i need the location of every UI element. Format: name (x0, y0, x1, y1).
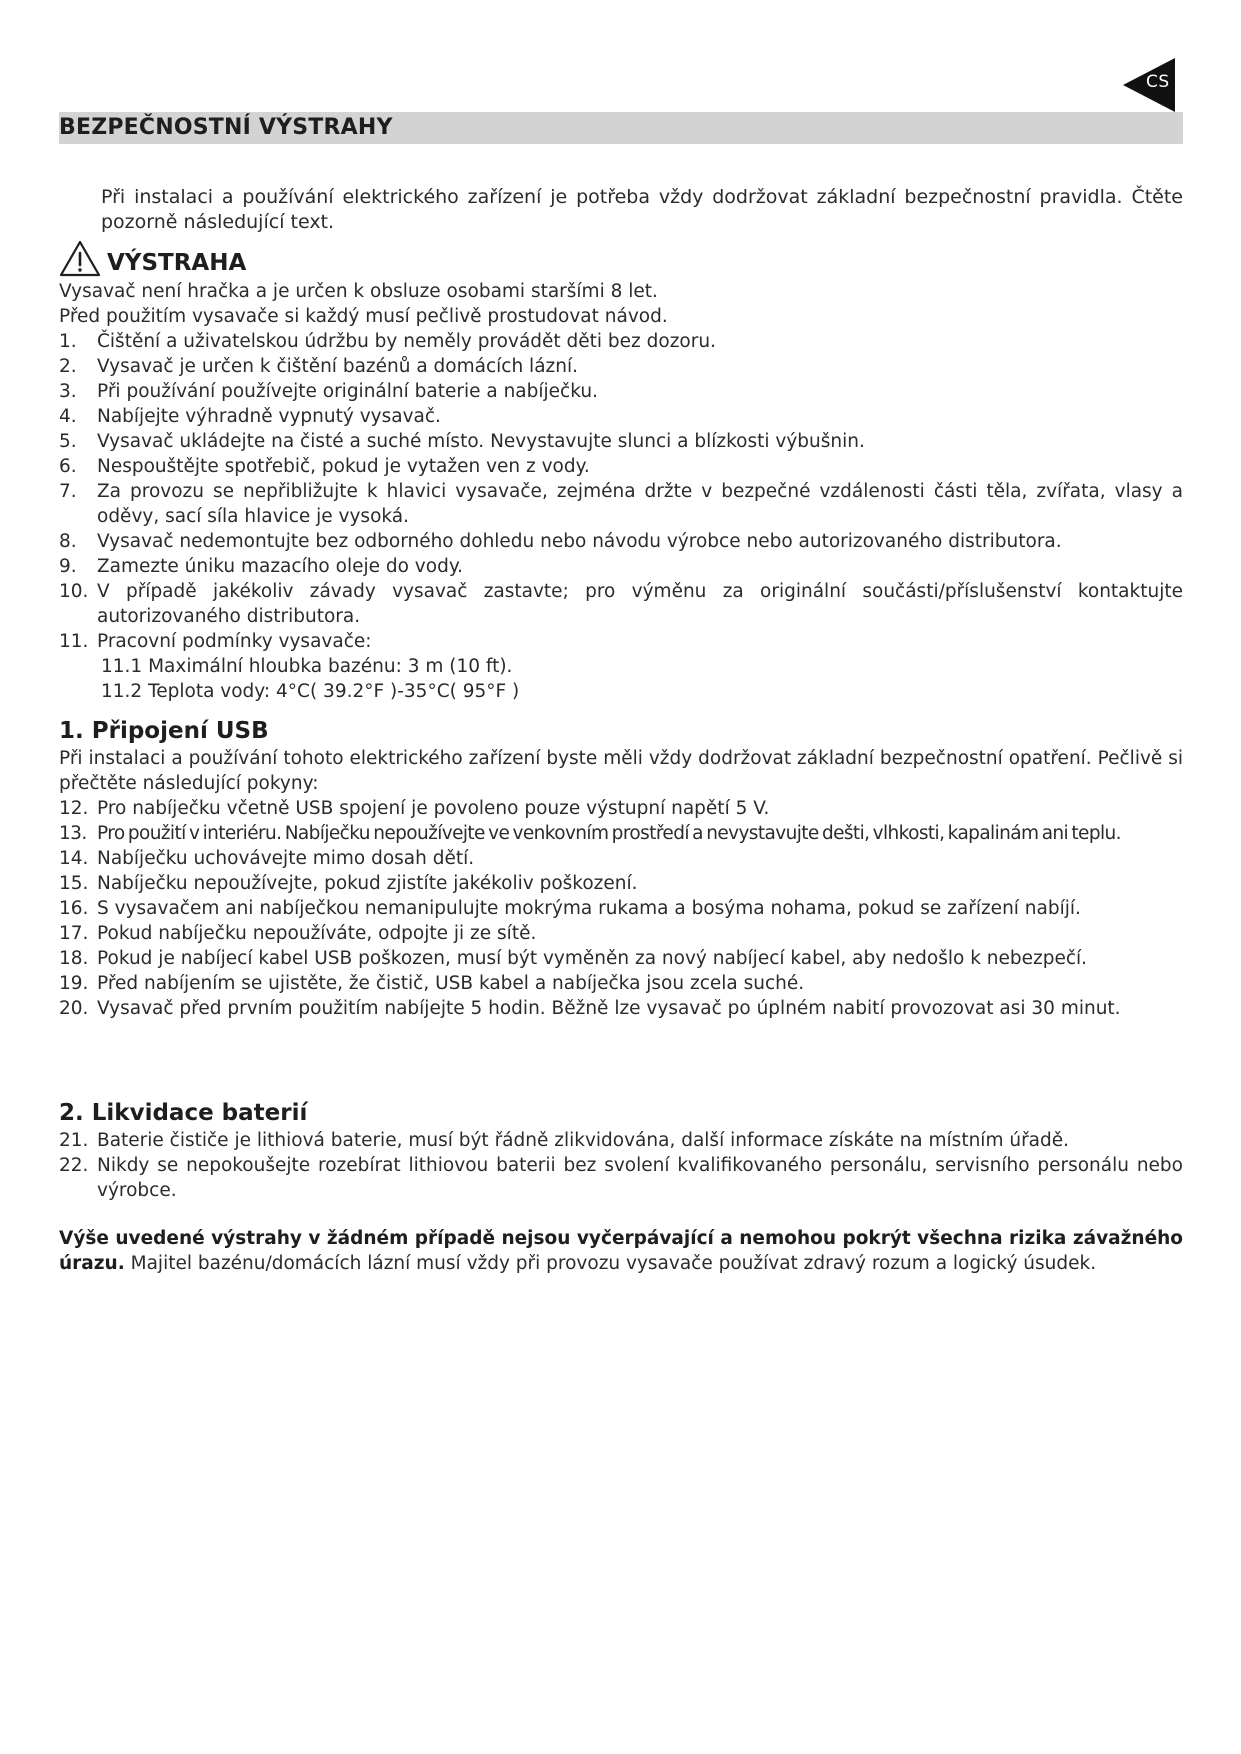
closing-paragraph (59, 1226, 1183, 1276)
list-item-text: Pro nabíječku včetně USB spojení je povoleno pouze výstupní napětí 5 V. (97, 798, 770, 819)
sub-item: 11.1 Maximální hloubka bazénu: 3 m (10 ft). (101, 656, 513, 677)
list-item (59, 579, 1183, 629)
list-item-number: 4. (59, 406, 77, 427)
closing-bold-text: Výše uvedené výstrahy v žádném případě nejsou vyčerpávající a nemohou pokrýt všechna rizika závažného úrazu. (59, 1228, 1183, 1274)
list-item-text: Nikdy se nepokoušejte rozebírat lithiovou baterii bez svolení kvalifikovaného personálu, servisního personálu nebo výrobce. (97, 1155, 1183, 1201)
list-item (59, 354, 1183, 379)
closing-text: Majitel bazénu/domácích lázní musí vždy při provozu vysavače používat zdravý rozum a logický úsudek. (124, 1253, 1097, 1274)
list-item-text: Zamezte úniku mazacího oleje do vody. (97, 556, 464, 577)
list-item (59, 971, 1183, 996)
section-title-bar (59, 112, 1183, 144)
list-item-text: Vysavač před prvním použitím nabíjejte 5 hodin. Běžně lze vysavač po úplném nabití provozovat asi 30 minut. (97, 998, 1121, 1019)
battery-section (59, 1098, 1183, 1203)
list-item-number: 22. (59, 1155, 89, 1176)
list-item-number: 1. (59, 331, 77, 352)
list-item (59, 629, 1183, 654)
warning-title: VÝSTRAHA (107, 250, 247, 276)
list-item-number: 16. (59, 898, 89, 919)
list-item-number: 18. (59, 948, 89, 969)
list-item (59, 379, 1183, 404)
list-item (59, 921, 1183, 946)
list-item-text: Pro použití v interiéru. Nabíječku nepoužívejte ve venkovním prostředí a nevystavujte dešti, vlhkosti, kapalinám ani teplu. (97, 823, 1121, 844)
list-item (59, 996, 1183, 1021)
warning-section (59, 279, 1183, 704)
list-item-text: V případě jakékoliv závady vysavač zastavte; pro výměnu za originální součásti/příslušenství kontaktujte autorizovaného distributora. (97, 581, 1183, 627)
list-item-number: 15. (59, 873, 89, 894)
language-tab-label: CS (1146, 72, 1170, 92)
list-item-text: Pokud je nabíjecí kabel USB poškozen, musí být vyměněn za nový nabíjecí kabel, aby nedošlo k nebezpečí. (97, 948, 1088, 969)
sub-item: 11.2 Teplota vody: 4°C( 39.2°F )-35°C( 95°F ) (101, 681, 520, 702)
list-item-number: 14. (59, 848, 89, 869)
list-item-text: Nabíječku nepoužívejte, pokud zjistíte jakékoliv poškození. (97, 873, 638, 894)
list-item-text: S vysavačem ani nabíječkou nemanipulujte mokrýma rukama a bosýma nohama, pokud se zařízení nabíjí. (97, 898, 1081, 919)
list-item-text: Za provozu se nepřibližujte k hlavici vysavače, zejména držte v bezpečné vzdálenosti části těla, zvířata, vlasy a oděvy, sací síla hlavice je vysoká. (97, 481, 1183, 527)
list-item-text: Vysavač ukládejte na čisté a suché místo. Nevystavujte slunci a blízkosti výbušnin. (97, 431, 865, 452)
list-item-number: 21. (59, 1130, 89, 1151)
list-item (59, 429, 1183, 454)
usb-intro: Při instalaci a používání tohoto elektrického zařízení byste měli vždy dodržovat základní bezpečnostní opatření. Pečlivě si přečtěte následující pokyny: (59, 748, 1183, 794)
list-item-number: 20. (59, 998, 89, 1019)
list-item (59, 329, 1183, 354)
battery-heading: 2. Likvidace baterií (59, 1100, 308, 1126)
list-item-text: Čištění a uživatelskou údržbu by neměly provádět děti bez dozoru. (97, 331, 716, 352)
list-item-text: Pokud nabíječku nepoužíváte, odpojte ji ze sítě. (97, 923, 537, 944)
list-item-text: Před nabíjením se ujistěte, že čistič, USB kabel a nabíječka jsou zcela suché. (97, 973, 805, 994)
list-item-text: Baterie čističe je lithiová baterie, musí být řádně zlikvidována, další informace získáte na místním úřadě. (97, 1130, 1070, 1151)
page-title: BEZPEČNOSTNÍ VÝSTRAHY (59, 115, 393, 140)
list-item (59, 846, 1183, 871)
list-item-number: 13. (59, 823, 87, 844)
warning-line: Před použitím vysavače si každý musí pečlivě prostudovat návod. (59, 306, 668, 327)
list-item (59, 454, 1183, 479)
list-item (59, 871, 1183, 896)
list-item-number: 9. (59, 556, 77, 577)
list-item-number: 10. (59, 581, 89, 602)
list-item-number: 6. (59, 456, 77, 477)
usb-section (59, 716, 1183, 1021)
list-item-text: Nabíječku uchovávejte mimo dosah dětí. (97, 848, 475, 869)
warning-line: Vysavač není hračka a je určen k obsluze osobami staršími 8 let. (59, 281, 658, 302)
language-tab (1123, 58, 1175, 112)
warning-triangle-icon (59, 240, 101, 278)
list-item-number: 8. (59, 531, 77, 552)
list-item-number: 5. (59, 431, 77, 452)
list-item (59, 529, 1183, 554)
list-item-text: Pracovní podmínky vysavače: (97, 631, 372, 652)
list-item-text: Vysavač nedemontujte bez odborného dohledu nebo návodu výrobce nebo autorizovaného distributora. (97, 531, 1062, 552)
closing-section (59, 1226, 1183, 1276)
usb-heading: 1. Připojení USB (59, 718, 269, 744)
intro-text: Při instalaci a používání elektrického zařízení je potřeba vždy dodržovat základní bezpečnostní pravidla. Čtěte pozorně následující text. (101, 186, 1183, 233)
list-item-text: Vysavač je určen k čištění bazénů a domácích lázní. (97, 356, 578, 377)
list-item-number: 17. (59, 923, 89, 944)
list-item-number: 12. (59, 798, 89, 819)
list-item-number: 11. (59, 631, 89, 652)
list-item (59, 479, 1183, 529)
list-item (59, 1153, 1183, 1203)
list-item-number: 3. (59, 381, 77, 402)
list-item (59, 946, 1183, 971)
list-item (59, 1128, 1183, 1153)
list-item (59, 896, 1183, 921)
list-item (59, 796, 1183, 821)
list-item (59, 821, 1183, 846)
list-item-number: 7. (59, 481, 77, 502)
list-item (59, 554, 1183, 579)
list-item-number: 19. (59, 973, 89, 994)
list-item-text: Při používání používejte originální baterie a nabíječku. (97, 381, 598, 402)
list-item-text: Nabíjejte výhradně vypnutý vysavač. (97, 406, 441, 427)
list-item (59, 404, 1183, 429)
list-item-number: 2. (59, 356, 77, 377)
list-item-text: Nespouštějte spotřebič, pokud je vytažen ven z vody. (97, 456, 590, 477)
